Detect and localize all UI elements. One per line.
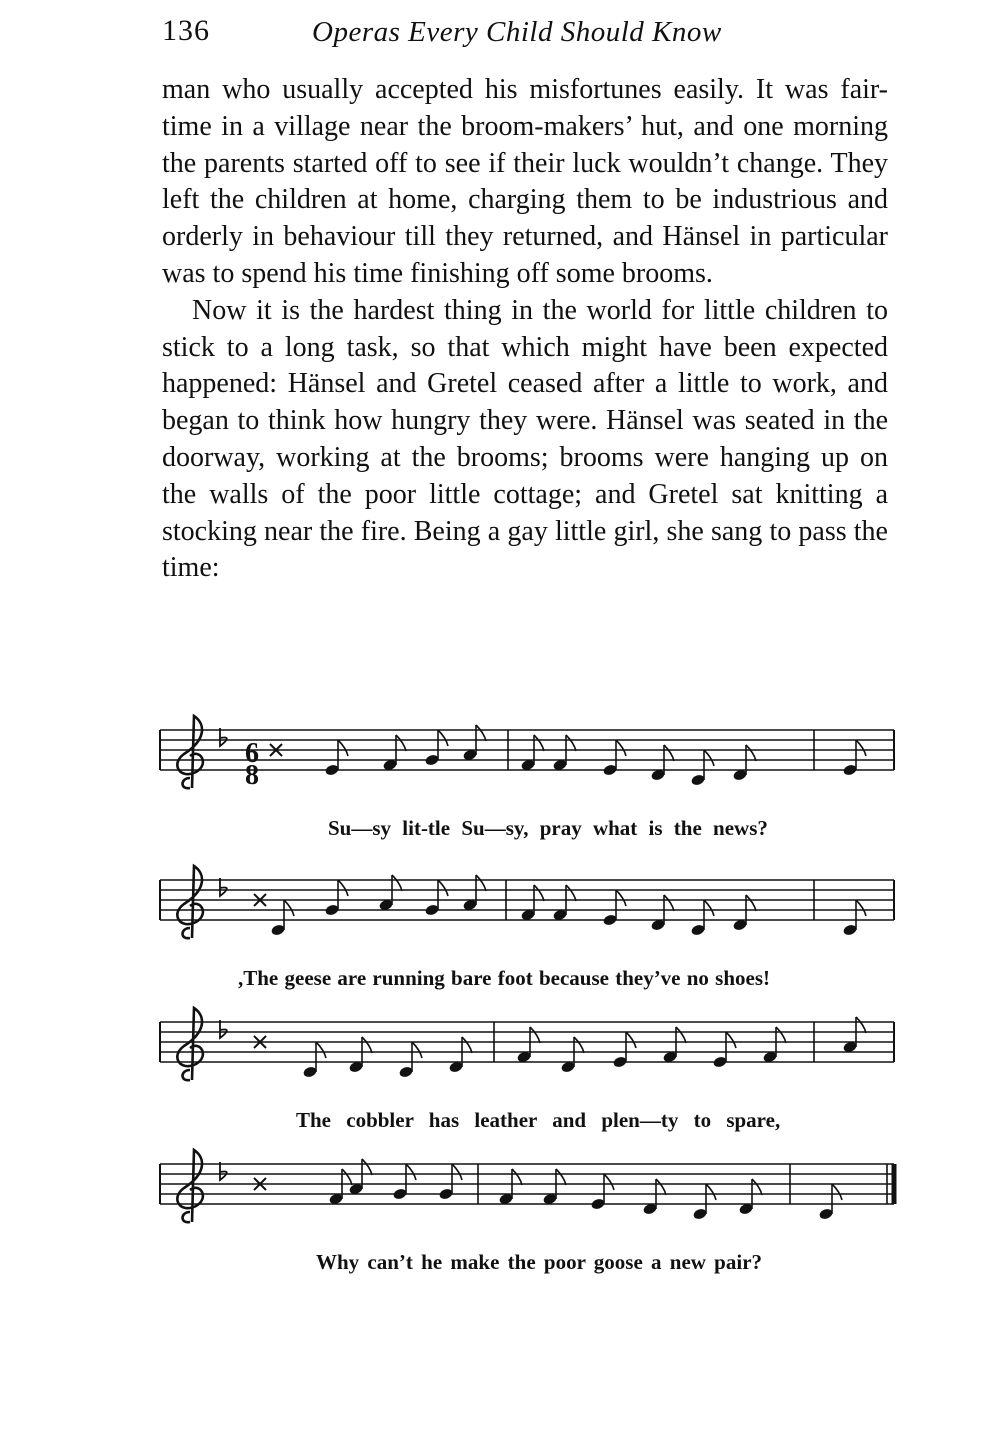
note-flag bbox=[832, 1184, 842, 1200]
note-flag bbox=[566, 885, 576, 901]
note-flag bbox=[706, 1184, 716, 1200]
note-flag bbox=[342, 1169, 352, 1185]
note-flag bbox=[704, 900, 714, 916]
note-flag bbox=[462, 1037, 472, 1053]
note-flag bbox=[566, 735, 576, 751]
running-head bbox=[162, 14, 890, 54]
note-flag bbox=[656, 1179, 666, 1195]
page-number: 136 bbox=[162, 14, 210, 47]
note-flag bbox=[752, 1179, 762, 1195]
note-flag bbox=[412, 1042, 422, 1058]
music-score bbox=[150, 700, 910, 1300]
note-flag bbox=[476, 875, 486, 891]
note-flag bbox=[476, 725, 486, 741]
note-flag bbox=[534, 885, 544, 901]
running-title: Operas Every Child Should Know bbox=[312, 16, 722, 48]
treble-clef-icon bbox=[177, 716, 203, 788]
note-flag bbox=[452, 1164, 462, 1180]
note-flag bbox=[676, 1027, 686, 1043]
note-flag bbox=[316, 1042, 326, 1058]
note-flag bbox=[512, 1169, 522, 1185]
note-flag bbox=[856, 900, 866, 916]
note-flag bbox=[438, 880, 448, 896]
note-flag bbox=[362, 1159, 372, 1175]
note-flag bbox=[776, 1027, 786, 1043]
note-flag bbox=[362, 1037, 372, 1053]
note-flag bbox=[746, 895, 756, 911]
note-flag bbox=[338, 740, 348, 756]
note-flag bbox=[726, 1032, 736, 1048]
note-flag bbox=[616, 740, 626, 756]
note-flag bbox=[438, 730, 448, 746]
note-flag bbox=[856, 1017, 866, 1033]
note-flag bbox=[746, 745, 756, 761]
note-flag bbox=[392, 875, 402, 891]
note-flag bbox=[396, 735, 406, 751]
note-flag bbox=[574, 1037, 584, 1053]
treble-clef-icon bbox=[177, 1150, 203, 1222]
note-flag bbox=[626, 1032, 636, 1048]
music-notation bbox=[150, 700, 910, 1300]
note-flag bbox=[534, 735, 544, 751]
note-flag bbox=[556, 1169, 566, 1185]
note-flag bbox=[664, 895, 674, 911]
note-flag bbox=[704, 750, 714, 766]
note-flag bbox=[406, 1164, 416, 1180]
note-flag bbox=[664, 745, 674, 761]
lyric-line-3: The cobbler has leather and plen—ty to spare, bbox=[296, 1108, 781, 1132]
lyric-line-2: ,The geese are running bare foot because they’ve no shoes! bbox=[238, 966, 771, 990]
note-flag bbox=[338, 880, 348, 896]
note-flag bbox=[530, 1027, 540, 1043]
note-flag bbox=[604, 1174, 614, 1190]
lyric-line-4: Why can’t he make the poor goose a new pair? bbox=[316, 1250, 763, 1274]
note-flag bbox=[856, 740, 866, 756]
time-signature-bottom: 8 bbox=[245, 760, 259, 791]
paragraph-1: man who usually accepted his misfortunes easily. It was fair-time in a village near the broom-makers’ hut, and one morning the parents started off to see if their luck wouldn’t change. They left the children at home, charging them to be industrious and orderly in behaviour till they returned, and Hänsel in particular was to spend his time finishing off some brooms. bbox=[162, 74, 888, 289]
time-signature-top: 6 bbox=[245, 738, 259, 769]
paragraph-2: Now it is the hardest thing in the world for little children to stick to a long task, so that which might have been expected happened: Hänsel and Gretel ceased after a little to work, and began to think how hungry they were. Hänsel was seated in the doorway, working at the brooms; brooms were hanging up on the walls of the poor little cottage; and Gretel sat knitting a stocking near the fire. Being a gay little girl, she sang to pass the time: bbox=[162, 294, 888, 584]
note-flag bbox=[284, 900, 294, 916]
lyric-line-1: Su—sy lit-tle Su—sy, pray what is the news? bbox=[328, 816, 768, 840]
treble-clef-icon bbox=[177, 1008, 203, 1080]
treble-clef-icon bbox=[177, 866, 203, 938]
note-flag bbox=[616, 890, 626, 906]
body-text bbox=[162, 72, 888, 587]
